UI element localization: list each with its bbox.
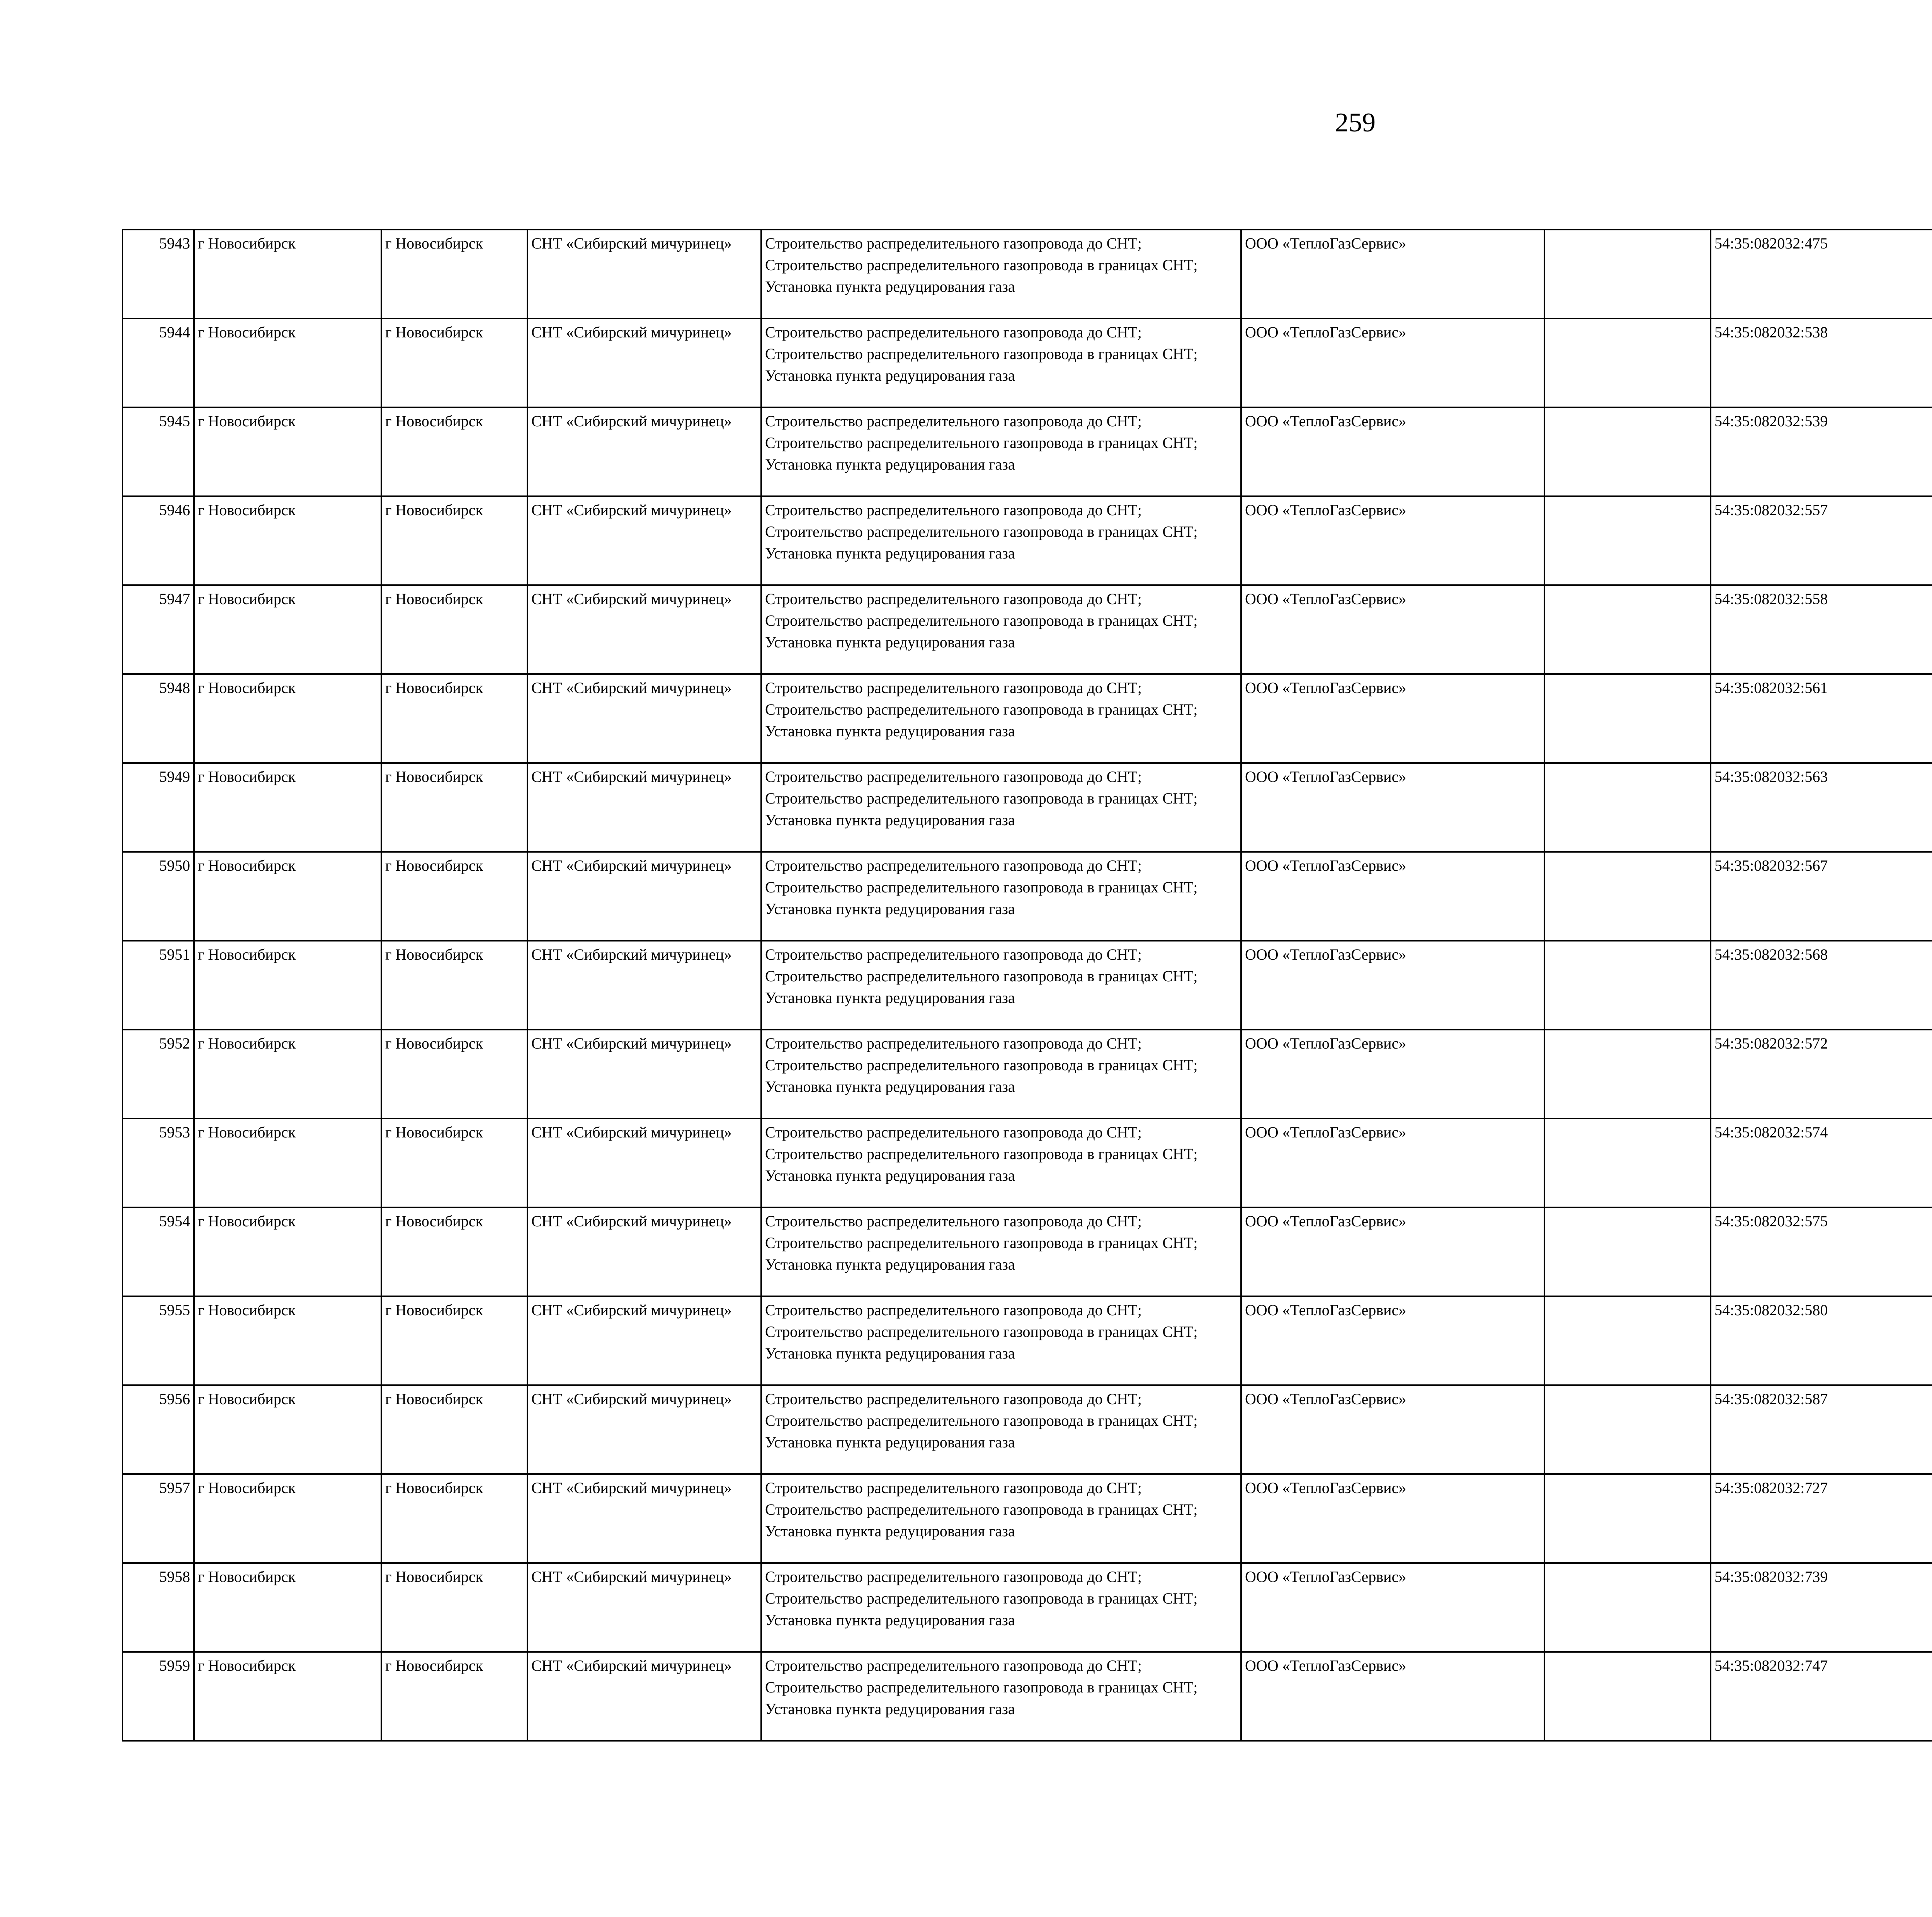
- table-row: [122, 1652, 1932, 1741]
- cell-cadastral-number: 54:35:082032:561: [1711, 674, 1932, 763]
- cell-number: 5948: [122, 674, 194, 763]
- table-row: [122, 1385, 1932, 1474]
- cell-number: 5946: [122, 496, 194, 585]
- cell-empty: [1544, 1207, 1711, 1296]
- cell-locality: г Новосибирск: [381, 1474, 527, 1563]
- cell-snt: СНТ «Сибирский мичуринец»: [527, 585, 761, 674]
- cell-district: г Новосибирск: [194, 1563, 381, 1652]
- cell-empty: [1544, 941, 1711, 1030]
- table-row: [122, 1563, 1932, 1652]
- cell-number: 5947: [122, 585, 194, 674]
- cell-operator: ООО «ТеплоГазСервис»: [1241, 585, 1544, 674]
- cell-number: 5952: [122, 1030, 194, 1119]
- cell-cadastral-number: 54:35:082032:539: [1711, 407, 1932, 496]
- cell-locality: г Новосибирск: [381, 1119, 527, 1207]
- cell-operator: ООО «ТеплоГазСервис»: [1241, 230, 1544, 318]
- cell-district: г Новосибирск: [194, 1652, 381, 1741]
- cell-cadastral-number: 54:35:082032:558: [1711, 585, 1932, 674]
- cell-snt: СНТ «Сибирский мичуринец»: [527, 1474, 761, 1563]
- cell-cadastral-number: 54:35:082032:557: [1711, 496, 1932, 585]
- cell-works: Строительство распределительного газопровода до СНТ; Строительство распределительного газопровода в границах СНТ; Установка пункта редуцирования газа: [761, 1385, 1241, 1474]
- cell-cadastral-number: 54:35:082032:587: [1711, 1385, 1932, 1474]
- cell-snt: СНТ «Сибирский мичуринец»: [527, 763, 761, 852]
- cell-snt: СНТ «Сибирский мичуринец»: [527, 1652, 761, 1741]
- table-row: [122, 407, 1932, 496]
- cell-district: г Новосибирск: [194, 230, 381, 318]
- cell-locality: г Новосибирск: [381, 674, 527, 763]
- cell-number: 5954: [122, 1207, 194, 1296]
- cell-cadastral-number: 54:35:082032:538: [1711, 318, 1932, 407]
- cell-empty: [1544, 585, 1711, 674]
- cell-empty: [1544, 407, 1711, 496]
- cell-empty: [1544, 1119, 1711, 1207]
- cell-locality: г Новосибирск: [381, 585, 527, 674]
- table-row: [122, 1119, 1932, 1207]
- register-body: [122, 230, 1932, 1741]
- cell-district: г Новосибирск: [194, 585, 381, 674]
- cell-snt: СНТ «Сибирский мичуринец»: [527, 230, 761, 318]
- cell-empty: [1544, 1296, 1711, 1385]
- cell-snt: СНТ «Сибирский мичуринец»: [527, 496, 761, 585]
- cell-works: Строительство распределительного газопровода до СНТ; Строительство распределительного газопровода в границах СНТ; Установка пункта редуцирования газа: [761, 941, 1241, 1030]
- cell-number: 5944: [122, 318, 194, 407]
- cell-operator: ООО «ТеплоГазСервис»: [1241, 1030, 1544, 1119]
- table-row: [122, 1296, 1932, 1385]
- cell-cadastral-number: 54:35:082032:580: [1711, 1296, 1932, 1385]
- cell-cadastral-number: 54:35:082032:563: [1711, 763, 1932, 852]
- page-number: 259: [1335, 108, 1376, 138]
- cell-operator: ООО «ТеплоГазСервис»: [1241, 852, 1544, 941]
- cell-district: г Новосибирск: [194, 1474, 381, 1563]
- table-row: [122, 763, 1932, 852]
- cell-snt: СНТ «Сибирский мичуринец»: [527, 1385, 761, 1474]
- cell-locality: г Новосибирск: [381, 852, 527, 941]
- cell-operator: ООО «ТеплоГазСервис»: [1241, 407, 1544, 496]
- table-row: [122, 1207, 1932, 1296]
- cell-locality: г Новосибирск: [381, 496, 527, 585]
- cell-district: г Новосибирск: [194, 1296, 381, 1385]
- cell-number: 5949: [122, 763, 194, 852]
- cell-district: г Новосибирск: [194, 763, 381, 852]
- cell-cadastral-number: 54:35:082032:572: [1711, 1030, 1932, 1119]
- cell-cadastral-number: 54:35:082032:567: [1711, 852, 1932, 941]
- cell-empty: [1544, 1385, 1711, 1474]
- cell-cadastral-number: 54:35:082032:475: [1711, 230, 1932, 318]
- cell-snt: СНТ «Сибирский мичуринец»: [527, 1119, 761, 1207]
- cell-number: 5955: [122, 1296, 194, 1385]
- table-row: [122, 496, 1932, 585]
- cell-district: г Новосибирск: [194, 1385, 381, 1474]
- cell-empty: [1544, 763, 1711, 852]
- cell-locality: г Новосибирск: [381, 763, 527, 852]
- cell-snt: СНТ «Сибирский мичуринец»: [527, 318, 761, 407]
- table-row: [122, 852, 1932, 941]
- cell-number: 5943: [122, 230, 194, 318]
- cell-operator: ООО «ТеплоГазСервис»: [1241, 1652, 1544, 1741]
- cell-works: Строительство распределительного газопровода до СНТ; Строительство распределительного газопровода в границах СНТ; Установка пункта редуцирования газа: [761, 230, 1241, 318]
- table-row: [122, 585, 1932, 674]
- cell-number: 5950: [122, 852, 194, 941]
- cell-empty: [1544, 1030, 1711, 1119]
- cell-snt: СНТ «Сибирский мичуринец»: [527, 941, 761, 1030]
- cell-locality: г Новосибирск: [381, 407, 527, 496]
- cell-operator: ООО «ТеплоГазСервис»: [1241, 1207, 1544, 1296]
- cell-cadastral-number: 54:35:082032:747: [1711, 1652, 1932, 1741]
- cell-works: Строительство распределительного газопровода до СНТ; Строительство распределительного газопровода в границах СНТ; Установка пункта редуцирования газа: [761, 763, 1241, 852]
- cell-locality: г Новосибирск: [381, 1207, 527, 1296]
- cell-district: г Новосибирск: [194, 1119, 381, 1207]
- cell-locality: г Новосибирск: [381, 1652, 527, 1741]
- cell-district: г Новосибирск: [194, 496, 381, 585]
- cell-works: Строительство распределительного газопровода до СНТ; Строительство распределительного газопровода в границах СНТ; Установка пункта редуцирования газа: [761, 1652, 1241, 1741]
- cell-operator: ООО «ТеплоГазСервис»: [1241, 1474, 1544, 1563]
- cell-district: г Новосибирск: [194, 318, 381, 407]
- cell-empty: [1544, 230, 1711, 318]
- cell-works: Строительство распределительного газопровода до СНТ; Строительство распределительного газопровода в границах СНТ; Установка пункта редуцирования газа: [761, 1207, 1241, 1296]
- cell-cadastral-number: 54:35:082032:727: [1711, 1474, 1932, 1563]
- cell-snt: СНТ «Сибирский мичуринец»: [527, 852, 761, 941]
- cell-number: 5951: [122, 941, 194, 1030]
- cell-works: Строительство распределительного газопровода до СНТ; Строительство распределительного газопровода в границах СНТ; Установка пункта редуцирования газа: [761, 1563, 1241, 1652]
- cell-operator: ООО «ТеплоГазСервис»: [1241, 1563, 1544, 1652]
- cell-works: Строительство распределительного газопровода до СНТ; Строительство распределительного газопровода в границах СНТ; Установка пункта редуцирования газа: [761, 407, 1241, 496]
- cell-district: г Новосибирск: [194, 1030, 381, 1119]
- cell-operator: ООО «ТеплоГазСервис»: [1241, 318, 1544, 407]
- cell-locality: г Новосибирск: [381, 318, 527, 407]
- cell-snt: СНТ «Сибирский мичуринец»: [527, 1030, 761, 1119]
- cell-empty: [1544, 1652, 1711, 1741]
- cell-cadastral-number: 54:35:082032:739: [1711, 1563, 1932, 1652]
- cell-district: г Новосибирск: [194, 941, 381, 1030]
- cell-operator: ООО «ТеплоГазСервис»: [1241, 1296, 1544, 1385]
- cell-snt: СНТ «Сибирский мичуринец»: [527, 407, 761, 496]
- table-row: [122, 318, 1932, 407]
- cell-number: 5958: [122, 1563, 194, 1652]
- cell-district: г Новосибирск: [194, 852, 381, 941]
- cell-district: г Новосибирск: [194, 674, 381, 763]
- cell-empty: [1544, 1563, 1711, 1652]
- cell-locality: г Новосибирск: [381, 230, 527, 318]
- cell-locality: г Новосибирск: [381, 1385, 527, 1474]
- cell-number: 5956: [122, 1385, 194, 1474]
- cell-operator: ООО «ТеплоГазСервис»: [1241, 941, 1544, 1030]
- cell-operator: ООО «ТеплоГазСервис»: [1241, 1119, 1544, 1207]
- table-row: [122, 1474, 1932, 1563]
- cell-locality: г Новосибирск: [381, 941, 527, 1030]
- cell-works: Строительство распределительного газопровода до СНТ; Строительство распределительного газопровода в границах СНТ; Установка пункта редуцирования газа: [761, 318, 1241, 407]
- cell-works: Строительство распределительного газопровода до СНТ; Строительство распределительного газопровода в границах СНТ; Установка пункта редуцирования газа: [761, 1296, 1241, 1385]
- cell-operator: ООО «ТеплоГазСервис»: [1241, 1385, 1544, 1474]
- cell-locality: г Новосибирск: [381, 1030, 527, 1119]
- cell-empty: [1544, 852, 1711, 941]
- cell-cadastral-number: 54:35:082032:575: [1711, 1207, 1932, 1296]
- cell-number: 5959: [122, 1652, 194, 1741]
- cell-empty: [1544, 496, 1711, 585]
- cell-district: г Новосибирск: [194, 1207, 381, 1296]
- cell-cadastral-number: 54:35:082032:574: [1711, 1119, 1932, 1207]
- cell-empty: [1544, 674, 1711, 763]
- cell-works: Строительство распределительного газопровода до СНТ; Строительство распределительного газопровода в границах СНТ; Установка пункта редуцирования газа: [761, 1030, 1241, 1119]
- cell-operator: ООО «ТеплоГазСервис»: [1241, 763, 1544, 852]
- cell-snt: СНТ «Сибирский мичуринец»: [527, 674, 761, 763]
- table-row: [122, 674, 1932, 763]
- table-row: [122, 230, 1932, 318]
- table-row: [122, 1030, 1932, 1119]
- cell-works: Строительство распределительного газопровода до СНТ; Строительство распределительного газопровода в границах СНТ; Установка пункта редуцирования газа: [761, 852, 1241, 941]
- cell-locality: г Новосибирск: [381, 1563, 527, 1652]
- register-table: [122, 229, 1932, 1742]
- cell-empty: [1544, 1474, 1711, 1563]
- cell-snt: СНТ «Сибирский мичуринец»: [527, 1563, 761, 1652]
- cell-empty: [1544, 318, 1711, 407]
- cell-snt: СНТ «Сибирский мичуринец»: [527, 1207, 761, 1296]
- cell-cadastral-number: 54:35:082032:568: [1711, 941, 1932, 1030]
- cell-works: Строительство распределительного газопровода до СНТ; Строительство распределительного газопровода в границах СНТ; Установка пункта редуцирования газа: [761, 1119, 1241, 1207]
- cell-number: 5957: [122, 1474, 194, 1563]
- cell-works: Строительство распределительного газопровода до СНТ; Строительство распределительного газопровода в границах СНТ; Установка пункта редуцирования газа: [761, 674, 1241, 763]
- cell-district: г Новосибирск: [194, 407, 381, 496]
- cell-number: 5945: [122, 407, 194, 496]
- cell-number: 5953: [122, 1119, 194, 1207]
- cell-operator: ООО «ТеплоГазСервис»: [1241, 674, 1544, 763]
- cell-operator: ООО «ТеплоГазСервис»: [1241, 496, 1544, 585]
- cell-works: Строительство распределительного газопровода до СНТ; Строительство распределительного газопровода в границах СНТ; Установка пункта редуцирования газа: [761, 585, 1241, 674]
- cell-locality: г Новосибирск: [381, 1296, 527, 1385]
- cell-works: Строительство распределительного газопровода до СНТ; Строительство распределительного газопровода в границах СНТ; Установка пункта редуцирования газа: [761, 496, 1241, 585]
- table-row: [122, 941, 1932, 1030]
- cell-snt: СНТ «Сибирский мичуринец»: [527, 1296, 761, 1385]
- cell-works: Строительство распределительного газопровода до СНТ; Строительство распределительного газопровода в границах СНТ; Установка пункта редуцирования газа: [761, 1474, 1241, 1563]
